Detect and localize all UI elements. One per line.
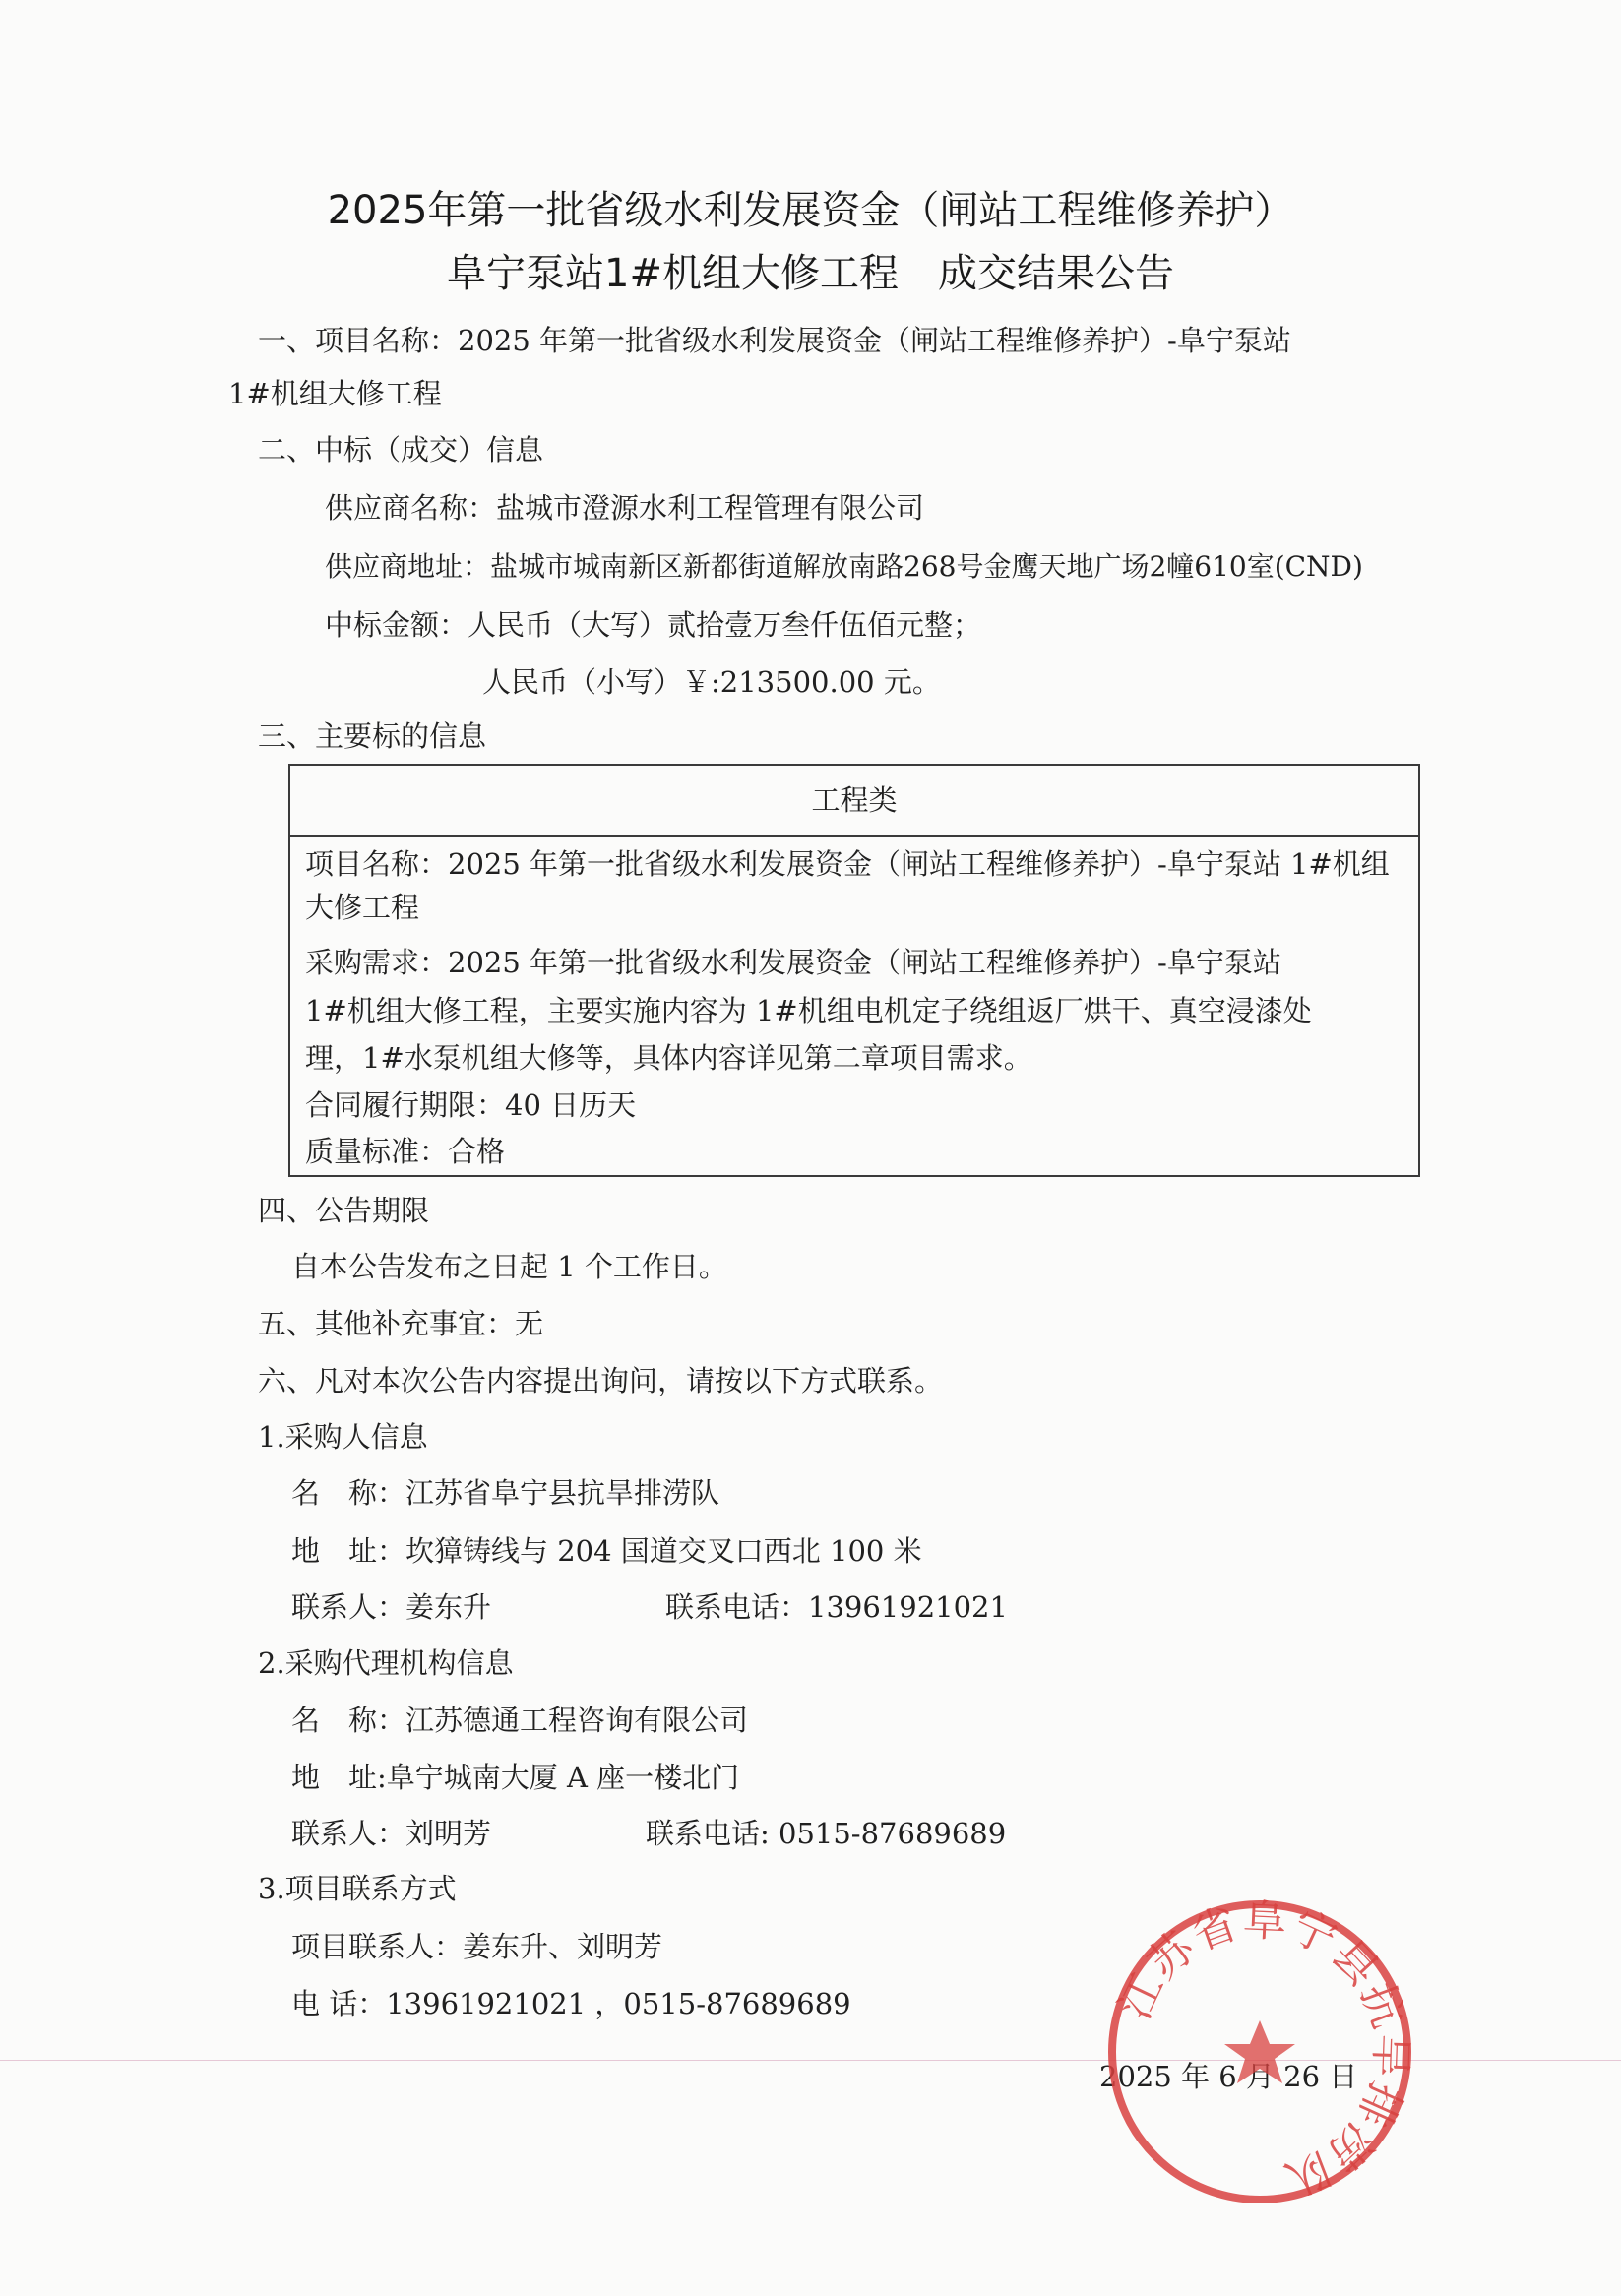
agency-name: 名 称：江苏德通工程咨询有限公司 <box>291 1704 749 1737</box>
agency-address: 地 址:阜宁城南大厦 A 座一楼北门 <box>291 1761 740 1794</box>
supplier-address: 供应商地址：盐城市城南新区新都街道解放南路268号金鹰天地广场2幢610室(CND) <box>325 550 1363 583</box>
agency-phone: 联系电话: 0515-87689689 <box>646 1817 1007 1850</box>
purchaser-name: 名 称：江苏省阜宁县抗旱排涝队 <box>291 1476 720 1510</box>
purchaser-contact: 联系人：姜东升 <box>291 1590 492 1624</box>
table-row-requirement-2: 1#机组大修工程，主要实施内容为 1#机组电机定子绕组返厂烘干、真空浸漆处 <box>305 994 1312 1027</box>
notice-period-heading: 四、公告期限 <box>258 1194 430 1227</box>
announcement-date: 2025 年 6 月 26 日 <box>1099 2060 1358 2093</box>
award-info-heading: 二、中标（成交）信息 <box>258 433 544 466</box>
purchaser-heading: 1.采购人信息 <box>258 1420 428 1454</box>
svg-text:江苏省阜宁县抗旱排涝队: 江苏省阜宁县抗旱排涝队 <box>1109 1895 1416 2205</box>
contact-heading: 六、凡对本次公告内容提出询问，请按以下方式联系。 <box>258 1364 944 1397</box>
table-row-quality-standard: 质量标准：合格 <box>305 1135 506 1168</box>
purchaser-phone: 联系电话：13961921021 <box>665 1590 1008 1624</box>
table-row-project-name-2: 大修工程 <box>305 891 420 924</box>
table-row-requirement-3: 理，1#水泵机组大修等，具体内容详见第二章项目需求。 <box>305 1041 1032 1075</box>
agency-heading: 2.采购代理机构信息 <box>258 1646 514 1680</box>
project-name-line1: 一、项目名称：2025 年第一批省级水利发展资金（闸站工程维修养护）-阜宁泵站 <box>258 324 1291 357</box>
project-contact-phone: 电 话：13961921021 ，0515-87689689 <box>291 1987 851 2020</box>
table-row-contract-period: 合同履行期限：40 日历天 <box>305 1088 637 1122</box>
subject-info-heading: 三、主要标的信息 <box>258 719 487 753</box>
agency-contact: 联系人：刘明芳 <box>291 1817 492 1850</box>
project-contact-person: 项目联系人：姜东升、刘明芳 <box>291 1930 663 1963</box>
project-contact-heading: 3.项目联系方式 <box>258 1872 457 1905</box>
notice-period-text: 自本公告发布之日起 1 个工作日。 <box>291 1250 727 1283</box>
document-title-line2: 阜宁泵站1#机组大修工程 成交结果公告 <box>447 251 1174 296</box>
award-amount-lower: 人民币（小写）￥:213500.00 元。 <box>482 665 941 699</box>
official-seal-icon <box>1102 1894 1417 2209</box>
table-header-engineering: 工程类 <box>290 766 1418 837</box>
document-title-line1: 2025年第一批省级水利发展资金（闸站工程维修养护） <box>327 188 1294 233</box>
project-name-line2: 1#机组大修工程 <box>228 377 442 410</box>
table-row-project-name-1: 项目名称：2025 年第一批省级水利发展资金（闸站工程维修养护）-阜宁泵站 1#机组 <box>305 847 1390 881</box>
supplier-name: 供应商名称：盐城市澄源水利工程管理有限公司 <box>325 491 925 525</box>
award-amount-upper: 中标金额：人民币（大写）贰拾壹万叁仟伍佰元整； <box>325 608 982 642</box>
purchaser-address: 地 址：坎獐铸线与 204 国道交叉口西北 100 米 <box>291 1534 922 1568</box>
table-row-requirement-1: 采购需求：2025 年第一批省级水利发展资金（闸站工程维修养护）-阜宁泵站 <box>305 946 1281 979</box>
other-matters: 五、其他补充事宜：无 <box>258 1307 544 1340</box>
